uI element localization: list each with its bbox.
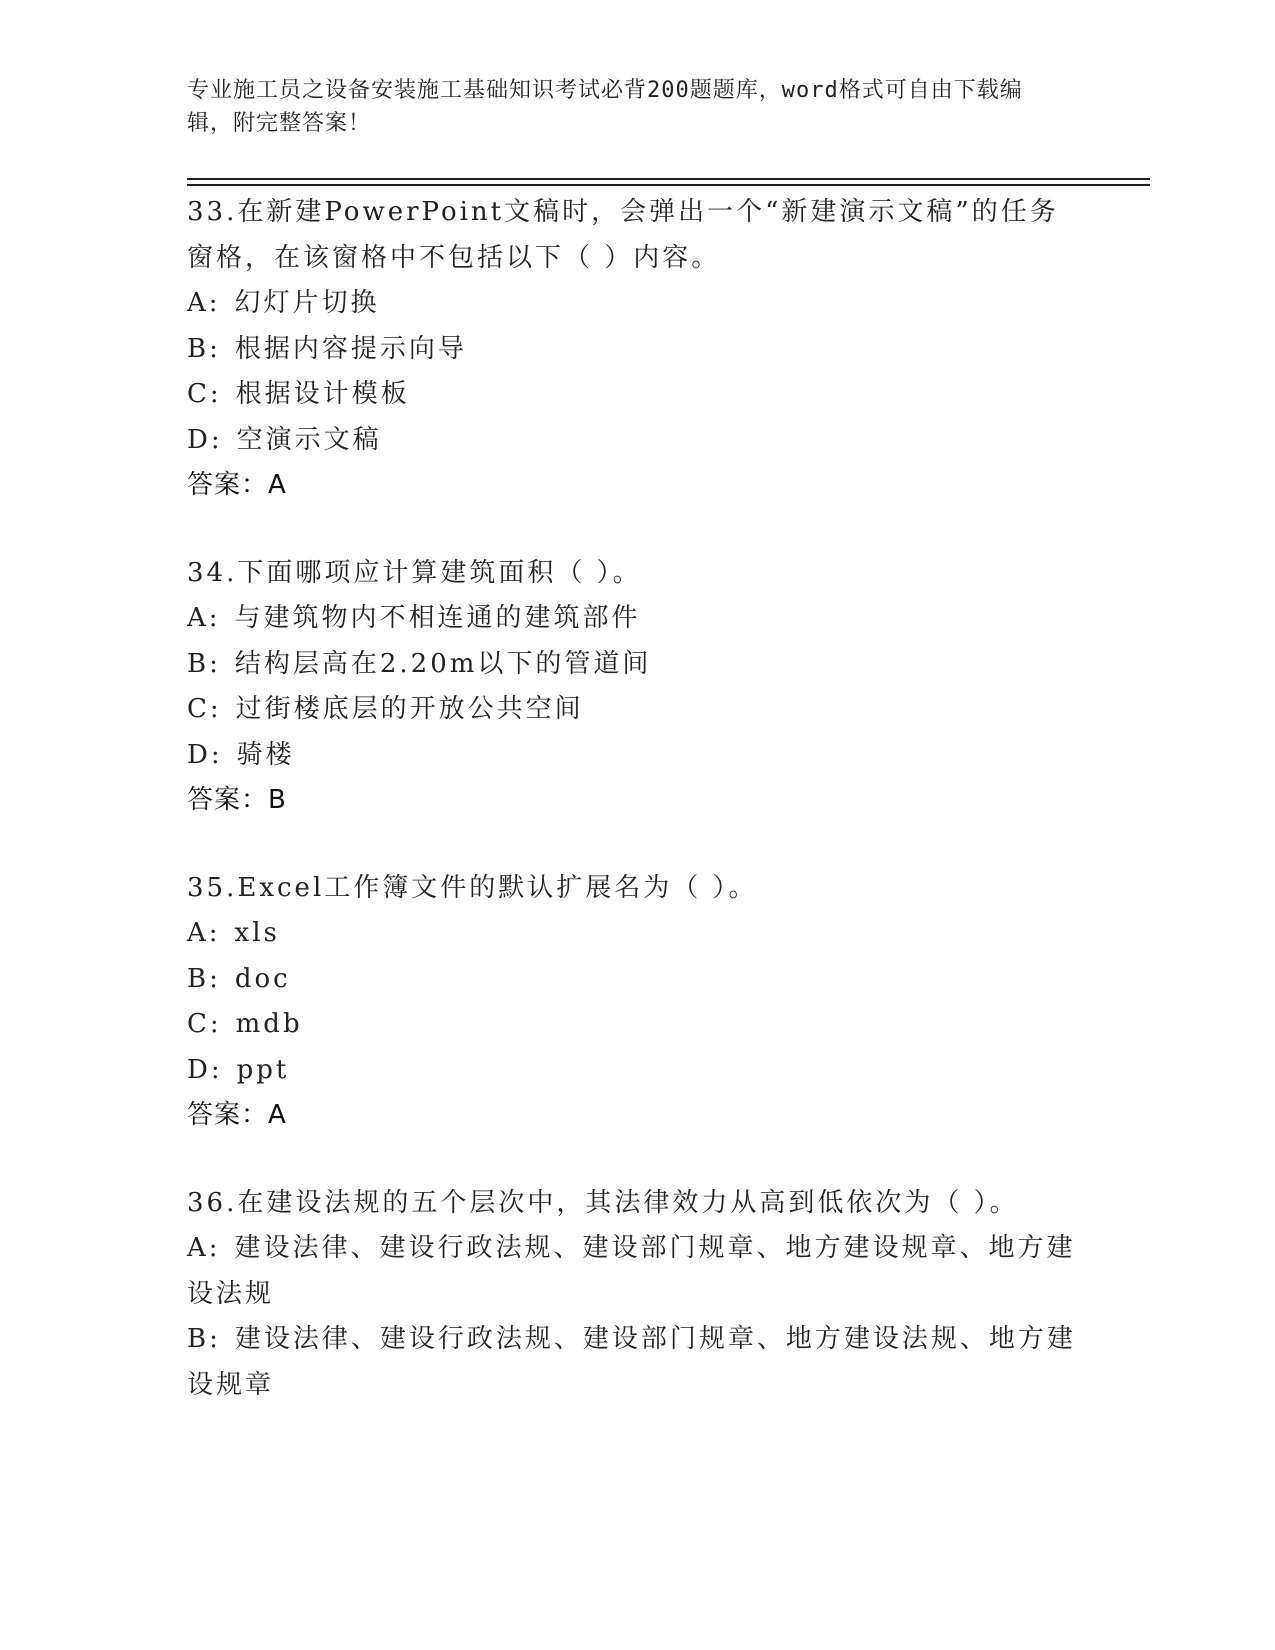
option-b [187,642,1077,688]
option-label: B: [187,963,221,994]
question-text: 34.下面哪项应计算建筑面积（ ）。 [187,557,642,588]
option-label: A: [187,1233,221,1263]
question-list [187,190,1077,1450]
option-c [187,1002,1077,1048]
option-b [187,957,1077,1003]
option-label: D: [187,1054,223,1085]
option-label: C: [187,694,222,724]
option-label: D: [187,424,223,455]
header-divider-bottom [187,184,1150,186]
question-36 [187,1181,1077,1409]
option-label: B: [187,648,221,679]
option-text: 结构层高在2.20m以下的管道间 [234,648,652,679]
option-text: xls [234,918,280,948]
option-d [187,733,1077,779]
question-text: 33.在新建PowerPoint文稿时，会弹出一个“新建演示文稿”的任务窗格，在该窗格中不包括以下（ ）内容。 [187,197,1059,273]
option-label: A: [187,918,221,948]
option-d [187,1048,1077,1094]
question-33 [187,190,1077,509]
option-text: 根据设计模板 [235,379,410,409]
answer-line: 答案：A [187,1100,287,1130]
answer-line: 答案：B [187,785,287,815]
option-a [187,911,1077,957]
option-label: D: [187,739,223,770]
question-35 [187,866,1077,1139]
option-text: 过街楼底层的开放公共空间 [235,694,584,724]
question-text: 36.在建设法规的五个层次中，其法律效力从高到低依次为（ ）。 [187,1187,1019,1218]
document-intro: 专业施工员之设备安装施工基础知识考试必背200题题库，word格式可自由下载编辑，附完整答案！ [187,78,1023,136]
option-text: 建设法律、建设行政法规、建设部门规章、地方建设规章、地方建设法规 [187,1233,1076,1309]
option-label: B: [187,1324,221,1354]
option-text: mdb [235,1009,303,1039]
option-c [187,372,1077,418]
header-divider-top [187,178,1150,180]
option-text: 与建筑物内不相连通的建筑部件 [234,603,641,633]
question-text: 35.Excel工作簿文件的默认扩展名为（ ）。 [187,872,758,903]
option-text: doc [234,963,291,994]
option-d [187,418,1077,464]
option-a [187,596,1077,642]
answer-line: 答案：A [187,470,287,500]
option-text: ppt [236,1054,290,1085]
option-a [187,281,1077,327]
option-b [187,327,1077,373]
option-label: C: [187,1009,222,1039]
option-b [187,1317,1077,1408]
option-text: 幻灯片切换 [234,288,380,318]
option-text: 空演示文稿 [236,424,382,455]
option-label: A: [187,288,221,318]
option-label: B: [187,333,221,364]
option-text: 建设法律、建设行政法规、建设部门规章、地方建设法规、地方建设规章 [187,1324,1076,1400]
option-a [187,1226,1077,1317]
question-34 [187,551,1077,824]
option-text: 根据内容提示向导 [234,333,467,364]
option-label: C: [187,379,222,409]
option-c [187,687,1077,733]
option-text: 骑楼 [236,739,295,770]
option-label: A: [187,603,221,633]
